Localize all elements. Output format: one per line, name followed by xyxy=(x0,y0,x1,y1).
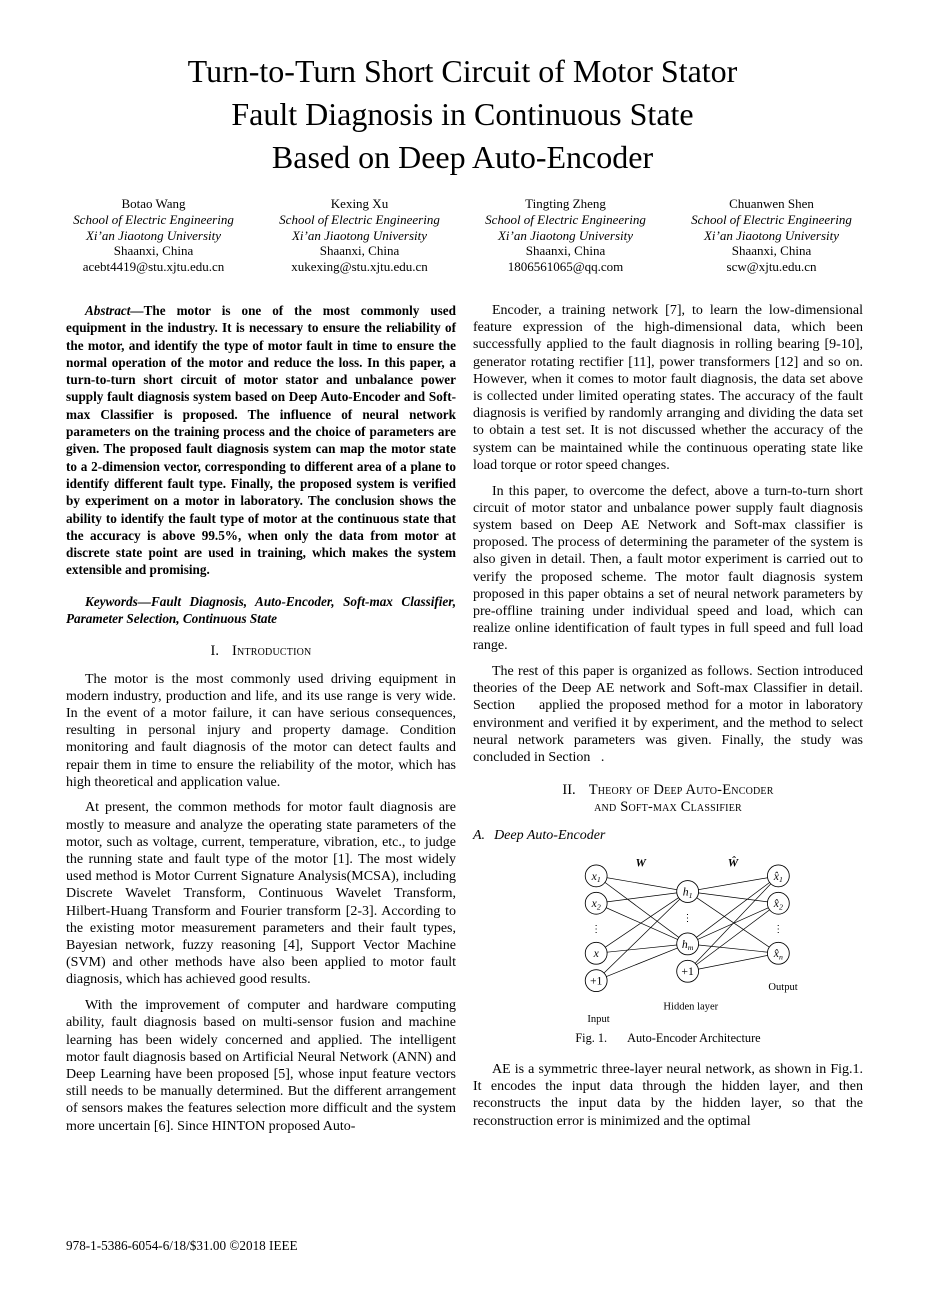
subsection-title: Deep Auto-Encoder xyxy=(494,827,606,843)
author-affiliation: School of Electric Engineering xyxy=(279,211,440,227)
author-university: Xi’an Jiaotong University xyxy=(497,227,634,243)
body-columns xyxy=(66,302,925,1143)
paper-title xyxy=(0,50,925,179)
output-layer-nodes xyxy=(767,865,789,964)
output-node-x2: $x̂_2$ xyxy=(773,897,783,912)
keywords xyxy=(66,593,456,628)
body-paragraph-3: The rest of this paper is organized as follows. Section introduced theories of the Deep AE network and Soft-max Classifier in detail. Section applied the proposed method for a motor in laboratory environment and verified it by experiment, and the method to select neural network parameters was given. Finally, the study was concluded in Section . xyxy=(473,664,863,766)
author-4 xyxy=(669,196,875,275)
intro-paragraph-1: The motor is the most commonly used driving equipment in modern industry, production and life, and its use range is very wide. In the event of a motor failure, it can have serious consequences, resulting in personal injury and property damage. Condition monitoring and fault diagnosis of the motor can detect faults and repair them in time to ensure the reliability of the motor, which has high theoretical and application value. xyxy=(66,671,456,790)
input-layer-nodes xyxy=(585,865,607,992)
input-node-x: x xyxy=(593,947,599,961)
figure-caption xyxy=(473,1030,863,1047)
weight-label-w-hat: Ŵ xyxy=(727,856,739,870)
output-node-xn: $x̂_n$ xyxy=(773,947,783,962)
author-name: Chuanwen Shen xyxy=(729,196,814,211)
author-email: xukexing@stu.xjtu.edu.cn xyxy=(291,259,428,275)
author-1 xyxy=(51,196,257,275)
input-layer-label: Input xyxy=(587,1013,610,1025)
right-column xyxy=(473,302,863,1143)
abstract-label: Abstract— xyxy=(85,302,144,318)
author-email: scw@xjtu.edu.cn xyxy=(726,259,817,275)
section-number: I. xyxy=(210,643,219,660)
left-column xyxy=(66,302,456,1143)
author-2 xyxy=(257,196,463,275)
auto-encoder-figure xyxy=(561,854,819,1026)
author-university: Xi’an Jiaotong University xyxy=(291,227,428,243)
hidden-bias-node: +1 xyxy=(681,965,694,979)
author-affiliation: School of Electric Engineering xyxy=(73,211,234,227)
hidden-node-h1: $h_1$ xyxy=(682,885,693,900)
hidden-layer-label: Hidden layer xyxy=(663,1001,719,1013)
section-title: Introduction xyxy=(232,643,312,660)
section-title-line-2: and Soft-max Classifier xyxy=(594,799,742,816)
author-name: Botao Wang xyxy=(121,196,186,211)
body-paragraph-2: In this paper, to overcome the defect, above a turn-to-turn short circuit of motor stator and unbalance power supply fault diagnosis system based on Deep AE Network and Soft-max classifier is proposed. The process of determining the parameter of the system is also given in detail. Then, a fault motor experiment is carried out to verify the proposed scheme. The motor fault diagnosis system proposed in this paper obtains a set of neural network parameters by pre-offline training under individual speed and load, which can realize online identification of fault types in full speed and full load range. xyxy=(473,483,863,654)
hidden-node-hm: $h_m$ xyxy=(681,937,694,953)
author-affiliation: School of Electric Engineering xyxy=(691,211,852,227)
input-node-x2: $x_2$ xyxy=(591,897,601,912)
figure-caption-label: Fig. 1. xyxy=(575,1030,608,1045)
author-3 xyxy=(463,196,669,275)
author-email: 1806561065@qq.com xyxy=(507,259,624,275)
auto-encoder-diagram xyxy=(561,854,819,1026)
author-location: Shaanxi, China xyxy=(731,243,812,259)
author-affiliation: School of Electric Engineering xyxy=(485,211,646,227)
subsection-number: A. xyxy=(473,827,486,843)
author-university: Xi’an Jiaotong University xyxy=(703,227,840,243)
weight-label-w: W xyxy=(635,856,646,870)
section-heading-introduction xyxy=(66,643,456,660)
author-university: Xi’an Jiaotong University xyxy=(85,227,222,243)
keywords-text: Fault Diagnosis, Auto-Encoder, Soft-max Classifier, Parameter Selection, Continuous State xyxy=(66,593,456,627)
input-bias-node: +1 xyxy=(589,974,603,988)
author-email: acebt4419@stu.xjtu.edu.cn xyxy=(82,259,225,275)
hidden-layer-nodes xyxy=(677,880,699,982)
paper-title-line-3: Based on Deep Auto-Encoder xyxy=(271,139,654,175)
intro-paragraph-3: With the improvement of computer and hardware computing ability, fault diagnosis based on multi-sensor fusion and machine learning has been widely concerned and applied. The intelligent motor fault diagnosis based on Artificial Neural Network (ANN) and Deep Learning have been proposed [5], whose input feature vectors still needs to be manually determined. But the different arrangement of sensors makes the features selection more difficult and the system more uncertain [6]. Since HINTON proposed Auto- xyxy=(66,998,456,1134)
authors-block xyxy=(0,196,925,275)
output-layer-label: Output xyxy=(768,981,798,993)
figure-caption-text: Auto-Encoder Architecture xyxy=(627,1030,761,1045)
input-ellipsis: ⋮ xyxy=(591,924,602,936)
author-name: Tingting Zheng xyxy=(525,196,606,211)
abstract-text: The motor is one of the most commonly used equipment in the industry. It is necessary to ensure the reliability of the motor, and identify the type of motor fault in time to ensure the normal operation of the motor and reduce the loss. In this paper, a turn-to-turn short circuit of motor stator and unbalance power supply fault diagnosis system based on Deep Auto-Encoder and Soft-max Classifier is proposed. The influence of neural network parameters on the training process and the choice of parameters are given. The proposed fault diagnosis system can map the motor state to a 2-dimension vector, corresponding to different area of a plane to identify different fault type. Finally, the proposed system is verified by experiment on a motor in laboratory. The conclusion shows the ability to identify the fault type of motor at the continuous state that the accuracy is above 99.5%, when only the data from motor at discrete state point are used in training, which makes the system extensible and promising. xyxy=(66,302,456,578)
section-heading-theory xyxy=(473,782,863,816)
body-paragraph-after-figure: AE is a symmetric three-layer neural network, as shown in Fig.1. It encodes the input data through the hidden layer, and then reconstructs the input data by the hidden layer, so that the reconstruction error is minimized and the optimal xyxy=(473,1062,863,1129)
subsection-heading-deep-auto-encoder xyxy=(473,827,863,844)
keywords-label: Keywords— xyxy=(85,593,151,609)
section-number: II. xyxy=(562,782,576,799)
section-title-line-1: Theory of Deep Auto-Encoder xyxy=(588,782,774,799)
output-ellipsis: ⋮ xyxy=(773,924,784,936)
output-node-x1: $x̂_1$ xyxy=(773,869,783,885)
author-location: Shaanxi, China xyxy=(525,243,606,259)
author-name: Kexing Xu xyxy=(330,196,389,211)
copyright-notice: 978-1-5386-6054-6/18/$31.00 ©2018 IEEE xyxy=(66,1238,298,1253)
paper-title-line-2: Fault Diagnosis in Continuous State xyxy=(231,96,694,132)
body-paragraph-1: Encoder, a training network [7], to learn the low-dimensional feature expression of the high-dimensional data, which been successfully applied to the fault diagnosis in rolling bearing [9-10], generator rotating rectifier [11], power transformers [12] and so on. However, when it comes to motor fault diagnosis, the data set above is collected under limited operating states. The accuracy of the fault diagnosis is verified by randomly arranging and dividing the data set to obtain a test set. It is not discussed whether the accuracy of the system can be maintained while the continuous operating state like load torque or rotor speed changes. xyxy=(473,302,863,473)
edges-hidden-to-output xyxy=(688,876,779,971)
intro-paragraph-2: At present, the common methods for motor fault diagnosis are mostly to measure and analyze the operating state parameters of the motor, such as voltage, current, temperature, vibration, etc., to judge the running state and fault type of the motor [1]. The most widely used method is Motor Current Signature Analysis(MCSA), including Discrete Wavelet Transform, Continuous Wavelet Transform, Hilbert-Huang Transform and Fourier transform [2-3]. According to the existing motor measurement parameters and their fault types, Bayesian network, fuzzy reasoning [4], Support Vector Machine (SVM) and other methods have also been applied to motor fault diagnosis, which has achieved good results. xyxy=(66,800,456,988)
abstract xyxy=(66,302,456,579)
edges-input-to-hidden xyxy=(596,876,687,981)
paper-title-line-1: Turn-to-Turn Short Circuit of Motor Stator xyxy=(187,53,738,89)
input-node-x1: $x_1$ xyxy=(591,869,601,885)
author-location: Shaanxi, China xyxy=(113,243,194,259)
author-location: Shaanxi, China xyxy=(319,243,400,259)
hidden-ellipsis: ⋮ xyxy=(682,913,693,925)
